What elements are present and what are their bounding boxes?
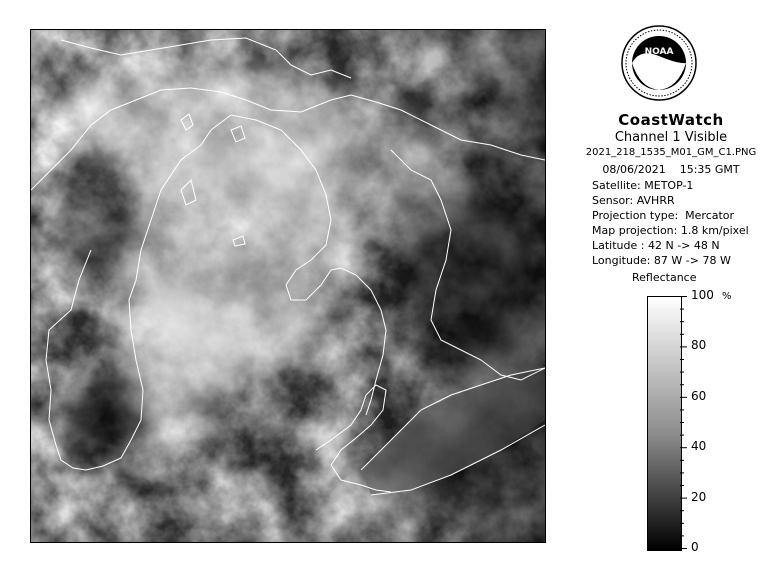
scale-ticks xyxy=(680,296,740,552)
scale-unit: % xyxy=(722,291,732,302)
satellite-map xyxy=(30,29,546,543)
tick-label: 20 xyxy=(691,489,707,504)
resolution-label: Map projection: 1.8 km/pixel xyxy=(592,224,749,237)
noaa-emblem-icon xyxy=(620,18,698,108)
scale-title: Reflectance xyxy=(632,271,697,284)
tick-label: 0 xyxy=(691,540,699,554)
brand-title: CoastWatch xyxy=(618,111,724,129)
latitude-label: Latitude : 42 N -> 48 N xyxy=(592,239,720,252)
tick-label: 80 xyxy=(691,338,707,353)
noaa-logo xyxy=(620,18,698,108)
tick-label: 100 xyxy=(691,288,714,302)
tick-label: 40 xyxy=(691,439,707,454)
reflectance-color-bar xyxy=(647,296,682,551)
satellite-imagery xyxy=(31,30,545,542)
longitude-label: Longitude: 87 W -> 78 W xyxy=(592,254,731,267)
date-time: 08/06/2021 15:35 GMT xyxy=(602,163,740,176)
logo-text: NOAA xyxy=(644,47,674,57)
channel-label: Channel 1 Visible xyxy=(614,130,728,145)
tick-label: 60 xyxy=(691,388,707,403)
sensor-label: Sensor: AVHRR xyxy=(592,194,675,207)
file-name: 2021_218_1535_M01_GM_C1.PNG xyxy=(585,147,757,158)
projection-label: Projection type: Mercator xyxy=(592,209,735,222)
satellite-label: Satellite: METOP-1 xyxy=(592,179,694,192)
